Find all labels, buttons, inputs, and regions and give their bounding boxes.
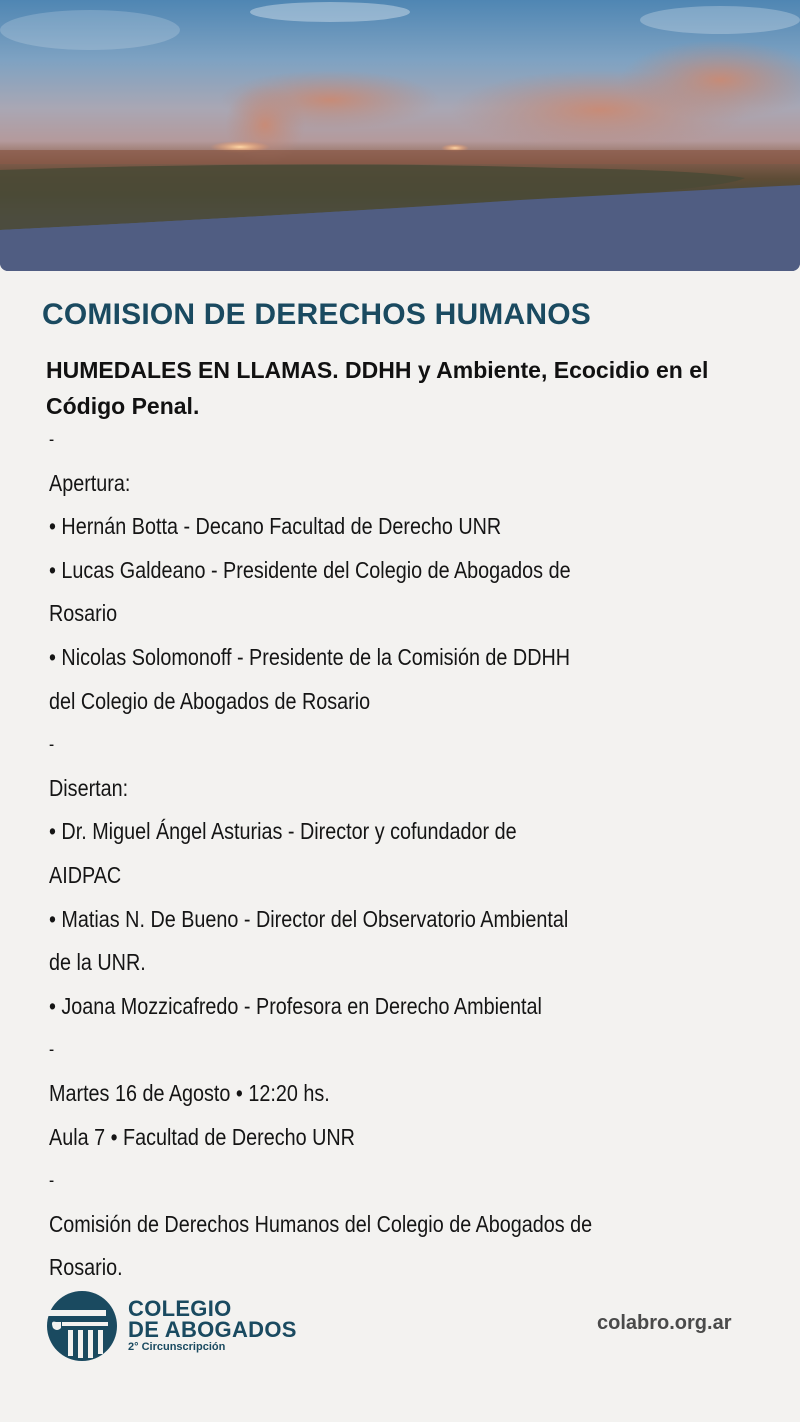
separator: - [49, 1039, 55, 1060]
event-details [49, 418, 754, 1290]
speaker-item: • Dr. Miguel Ángel Asturias - Director y cofundador de [49, 818, 517, 845]
speaker-item-cont: AIDPAC [49, 861, 122, 888]
section-label-apertura: Apertura: [49, 469, 131, 496]
speaker-item: • Lucas Galdeano - Presidente del Colegio de Abogados de [49, 556, 571, 583]
committee-heading: COMISION DE DERECHOS HUMANOS [42, 298, 591, 331]
logo-line-3: 2° Circunscripción [128, 1341, 226, 1353]
section-label-disertan: Disertan: [49, 774, 129, 801]
logo-line-1: COLEGIO [128, 1296, 232, 1321]
speaker-item: • Matias N. De Bueno - Director del Observatorio Ambiental [49, 905, 569, 932]
website-link[interactable]: colabro.org.ar [597, 1312, 732, 1334]
hero-image [0, 0, 800, 271]
speaker-item-cont: del Colegio de Abogados de Rosario [49, 687, 371, 714]
speaker-item-cont: de la UNR. [49, 949, 146, 976]
event-title: HUMEDALES EN LLAMAS. DDHH y Ambiente, Ecocidio en el Código Penal. [46, 357, 709, 419]
event-location: Aula 7 • Facultad de Derecho UNR [49, 1123, 355, 1150]
speaker-item-cont: Rosario [49, 600, 118, 627]
separator: - [49, 734, 55, 755]
organizer-cont: Rosario. [49, 1254, 123, 1281]
separator: - [49, 1170, 55, 1191]
separator: - [49, 429, 55, 449]
event-date-time: Martes 16 de Agosto • 12:20 hs. [49, 1079, 330, 1106]
wetland-fire-illustration [0, 0, 800, 271]
speaker-item: • Joana Mozzicafredo - Profesora en Derecho Ambiental [49, 992, 542, 1019]
column-capital-icon [46, 1290, 118, 1362]
organizer: Comisión de Derechos Humanos del Colegio de Abogados de [49, 1210, 593, 1237]
speaker-item: • Hernán Botta - Decano Facultad de Derecho UNR [49, 513, 502, 540]
speaker-item: • Nicolas Solomonoff - Presidente de la Comisión de DDHH [49, 643, 571, 670]
logo-line-2: DE ABOGADOS [128, 1317, 297, 1342]
colegio-logo [46, 1290, 297, 1362]
